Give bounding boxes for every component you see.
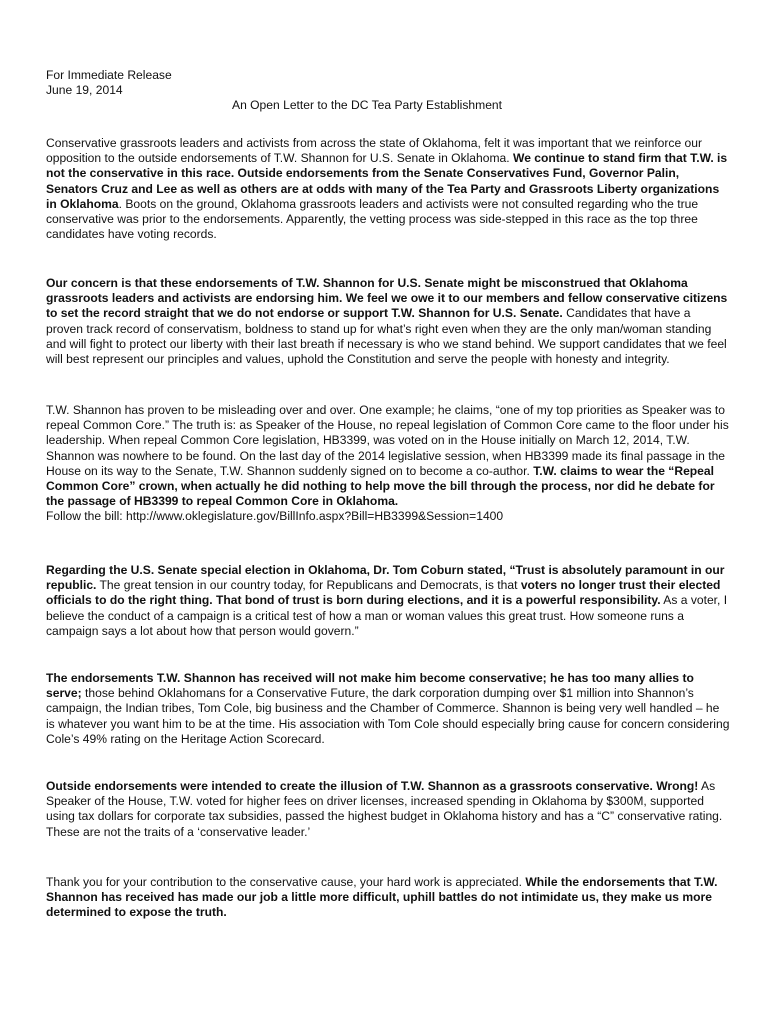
paragraph-common-core xyxy=(46,403,730,525)
allies-text: those behind Oklahomans for a Conservative Future, the dark corporation dumping over $1 million into Shannon’s campaign, the Indian tribes, Tom Cole, big business and the Chamber of Commerce. Shannon is being very well handled – he is whatever you want him to be at the time. His association with Tom Cole should especially bring cause for concern considering Cole’s 49% rating on the Heritage Action Scorecard. xyxy=(46,686,730,746)
common-core-body xyxy=(46,403,730,509)
paragraph-illusion xyxy=(46,779,730,840)
illusion-bold: Outside endorsements were intended to create the illusion of T.W. Shannon as a grassroots conservative. Wrong! xyxy=(46,779,699,793)
coburn-text: The great tension in our country today, for Republicans and Democrats, is that xyxy=(96,578,521,593)
paragraph-closing xyxy=(46,875,730,921)
paragraph-intro xyxy=(46,136,730,242)
concern-text: Candidates that have a proven track record of conservatism, boldness to stand up for what’s right even when they are the only man/woman standing and will fight to protect our liberty with their last breath if necessary is who we stand behind. We support candidates that we feel will best represent our principles and values, uphold the Constitution and serve the people with honesty and integrity. xyxy=(46,306,727,367)
allies-bold: The endorsements T.W. Shannon has received will not make him become conservative; he has too many allies to serve; xyxy=(46,671,694,701)
concern-bold: Our concern is that these endorsements of T.W. Shannon for U.S. Senate might be misconstrued that Oklahoma grassroots leaders and activists are endorsing him. We feel we owe it to our members and fellow conservative citizens to set the record straight that we do not endorse or support T.W. Shannon for U.S. Senate. xyxy=(46,276,728,321)
illusion-text: As Speaker of the House, T.W. voted for higher fees on driver licenses, increased spending in Oklahoma by $300M, supported using tax dollars for corporate tax subsidies, passed the highest budget in Oklahoma history and has a “C” conservative rating. These are not the traits of a ‘conservative leader.’ xyxy=(46,779,723,839)
letter-header xyxy=(46,68,726,114)
follow-bill-line: Follow the bill: http://www.oklegislature.gov/BillInfo.aspx?Bill=HB3399&Session=1400 xyxy=(46,509,504,524)
coburn-text-end: As a voter, I believe the conduct of a campaign is a critical test of how a man or woman values this great trust. How someone runs a campaign says a lot about how that person would govern.” xyxy=(46,593,728,638)
common-core-text: T.W. Shannon has proven to be misleading over and over. One example; he claims, “one of my top priorities as Speaker was to repeal Common Core.” The truth is: as Speaker of the House, no repeal legislation of Common Core came to the floor under his leadership. When repeal Common Core legislation, HB3399, was voted on in the House initially on March 12, 2014, T.W. Shannon was nowhere to be found. On the last day of the 2014 legislative session, when HB3399 made its final passage in the House on its way to the Senate, T.W. Shannon suddenly signed on to become a co-author. xyxy=(46,403,729,478)
release-date: June 19, 2014 xyxy=(46,83,123,98)
intro-text-end: . Boots on the ground, Oklahoma grassroots leaders and activists were not consulted regarding who the true conservative was prior to the endorsements. Apparently, the vetting process was side-stepped in this race as the top three candidates have voting records. xyxy=(46,196,699,242)
coburn-bold-2: voters no longer trust their elected officials to do the right thing. That bond of trust is born during elections, and it is a powerful responsibility. xyxy=(46,578,721,608)
release-line: For Immediate Release xyxy=(46,68,172,82)
coburn-bold: Regarding the U.S. Senate special election in Oklahoma, Dr. Tom Coburn stated, “Trust is absolutely paramount in our republic. xyxy=(46,563,725,593)
closing-text: Thank you for your contribution to the conservative cause, your hard work is appreciated. xyxy=(46,875,526,889)
paragraph-allies xyxy=(46,671,730,747)
common-core-bold: T.W. claims to wear the “Repeal Common Core” crown, when actually he did nothing to help move the bill through the process, nor did he debate for the passage of HB3399 to repeal Common Core in Oklahoma. xyxy=(46,463,715,509)
closing-bold: While the endorsements that T.W. Shannon has received has made our job a little more difficult, uphill battles do not intimidate us, they make us more determined to expose the truth. xyxy=(46,875,718,920)
paragraph-concern xyxy=(46,276,730,367)
letter-title: An Open Letter to the DC Tea Party Establishment xyxy=(232,98,503,113)
paragraph-coburn xyxy=(46,563,730,639)
intro-text: Conservative grassroots leaders and activists from across the state of Oklahoma, felt it was important that we reinforce our opposition to the outside endorsements of T.W. Shannon for U.S. Senate in Oklahoma. xyxy=(46,136,703,166)
intro-bold: We continue to stand firm that T.W. is not the conservative in this race. Outside endorsements from the Senate Conservatives Fund, Governor Palin, Senators Cruz and Lee as well as others are at odds with many of the Tea Party and Grassroots Liberty organizations in Oklahoma xyxy=(46,151,728,211)
